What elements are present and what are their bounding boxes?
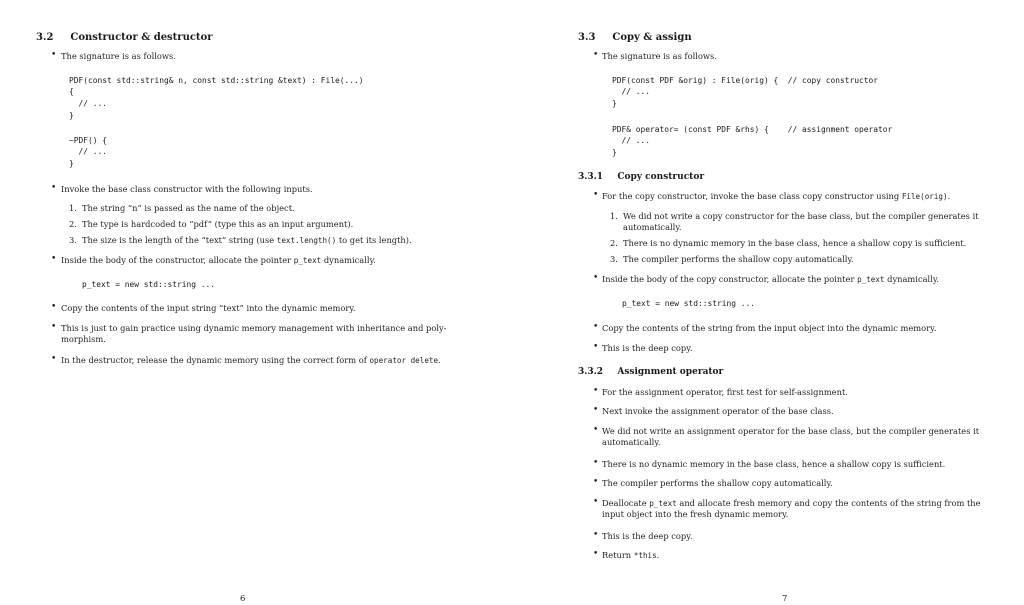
right-page xyxy=(512,0,1024,605)
enum-number: 2. xyxy=(69,219,77,229)
section-number: 3.2 xyxy=(36,32,54,43)
bullet-text: The compiler performs the shallow copy automatically. xyxy=(602,478,833,488)
bullet-text: Return *this. xyxy=(602,550,660,560)
bullet-icon: • xyxy=(593,50,599,60)
section-title: Constructor & destructor xyxy=(70,32,213,43)
section-heading xyxy=(578,32,692,43)
bullet-text: This is just to gain practice using dynamic memory management with inheritance and poly-morphism. xyxy=(61,323,447,344)
code-line: } xyxy=(612,99,617,108)
subsection-number: 3.3.1 xyxy=(578,172,604,182)
enum-number: 1. xyxy=(610,211,618,221)
bullet-text: The signature is as follows. xyxy=(61,51,176,61)
bullet-text: We did not write an assignment operator for the base class, but the compiler generates it automatically. xyxy=(602,426,980,447)
bullet-text: This is the deep copy. xyxy=(602,531,693,541)
bullet-text: For the assignment operator, first test for self-assignment. xyxy=(602,387,848,397)
inline-code: p_text xyxy=(293,256,322,265)
bullet-text: Invoke the base class constructor with the following inputs. xyxy=(61,184,313,194)
enum-number: 2. xyxy=(610,238,618,248)
bullet-icon: • xyxy=(593,273,599,283)
inline-code: p_text xyxy=(857,275,885,284)
bullet-text: Deallocate p_text and allocate fresh memory and copy the contents of the string from the input object into the fresh dynamic memory. xyxy=(602,498,981,519)
bullet-text: Next invoke the assignment operator of the base class. xyxy=(602,406,834,416)
bullet-icon: • xyxy=(593,549,599,559)
bullet-text: Copy the contents of the string from the input object into the dynamic memory. xyxy=(602,323,937,333)
bullet-icon: • xyxy=(593,530,599,540)
inline-code: text.length() xyxy=(276,236,337,245)
code-line: PDF(const std::string& n, const std::string &text) : File(...) xyxy=(69,76,364,85)
code-line: // ... xyxy=(69,147,108,156)
bullet-text: Inside the body of the copy constructor, allocate the pointer p_text dynamically. xyxy=(602,274,940,284)
inline-code: File(orig) xyxy=(901,192,948,201)
code-line: { xyxy=(69,87,74,96)
enum-text: The type is hardcoded to “pdf” (type this as an input argument). xyxy=(82,219,354,229)
enum-number: 3. xyxy=(610,254,618,264)
bullet-icon: • xyxy=(51,302,57,312)
bullet-text: The signature is as follows. xyxy=(602,51,717,61)
code-line: ~PDF() { xyxy=(69,136,108,145)
bullet-text: For the copy constructor, invoke the base class copy constructor using File(orig). xyxy=(602,191,951,201)
section-number: 3.3 xyxy=(578,32,596,43)
code-line: // ... xyxy=(612,87,651,96)
bullet-icon: • xyxy=(593,386,599,396)
bullet-icon: • xyxy=(593,405,599,415)
bullet-icon: • xyxy=(593,342,599,352)
bullet-text: Copy the contents of the input string “text” into the dynamic memory. xyxy=(61,303,356,313)
inline-code: operator delete xyxy=(369,356,439,365)
bullet-text: In the destructor, release the dynamic memory using the correct form of operator delete. xyxy=(61,355,441,365)
code-line: PDF(const PDF &orig) : File(orig) { // copy constructor xyxy=(612,76,879,85)
bullet-icon: • xyxy=(593,425,599,435)
subsection-title: Assignment operator xyxy=(617,367,724,377)
bullet-text: This is the deep copy. xyxy=(602,343,693,353)
bullet-icon: • xyxy=(593,497,599,507)
page-number: 7 xyxy=(782,594,788,604)
enum-text: There is no dynamic memory in the base class, hence a shallow copy is sufficient. xyxy=(623,238,967,248)
code-line: } xyxy=(612,148,617,157)
bullet-icon: • xyxy=(51,183,57,193)
code-line: PDF& operator= (const PDF &rhs) { // assignment operator xyxy=(612,125,893,134)
enum-number: 1. xyxy=(69,203,77,213)
bullet-icon: • xyxy=(51,354,57,364)
bullet-text: Inside the body of the constructor, allocate the pointer p_text dynamically. xyxy=(61,255,376,265)
bullet-icon: • xyxy=(593,477,599,487)
subsection-title: Copy constructor xyxy=(617,172,705,182)
subsection-heading xyxy=(578,367,723,377)
enum-text: The compiler performs the shallow copy automatically. xyxy=(623,254,854,264)
bullet-icon: • xyxy=(51,322,57,332)
bullet-icon: • xyxy=(593,458,599,468)
bullet-icon: • xyxy=(51,50,57,60)
section-heading xyxy=(36,32,213,43)
enum-text: The size is the length of the “text” string (use text.length() to get its length). xyxy=(82,235,412,245)
code-line: } xyxy=(69,111,74,120)
subsection-heading xyxy=(578,172,704,182)
bullet-text: There is no dynamic memory in the base class, hence a shallow copy is sufficient. xyxy=(602,459,946,469)
inline-code: p_text xyxy=(649,499,677,508)
enum-text: We did not write a copy constructor for the base class, but the compiler generates it automatically. xyxy=(623,211,979,232)
enum-text: The string “n” is passed as the name of the object. xyxy=(82,203,295,213)
bullet-icon: • xyxy=(593,190,599,200)
code-line: // ... xyxy=(69,99,108,108)
code-line: } xyxy=(69,159,74,168)
section-title: Copy & assign xyxy=(612,32,692,43)
bullet-icon: • xyxy=(51,254,57,264)
bullet-icon: • xyxy=(593,322,599,332)
enum-number: 3. xyxy=(69,235,77,245)
code-line: p_text = new std::string ... xyxy=(82,280,216,289)
subsection-number: 3.3.2 xyxy=(578,367,604,377)
inline-code: *this xyxy=(633,551,657,560)
code-line: p_text = new std::string ... xyxy=(622,299,756,308)
code-line: // ... xyxy=(612,136,651,145)
page-number: 6 xyxy=(240,594,246,604)
